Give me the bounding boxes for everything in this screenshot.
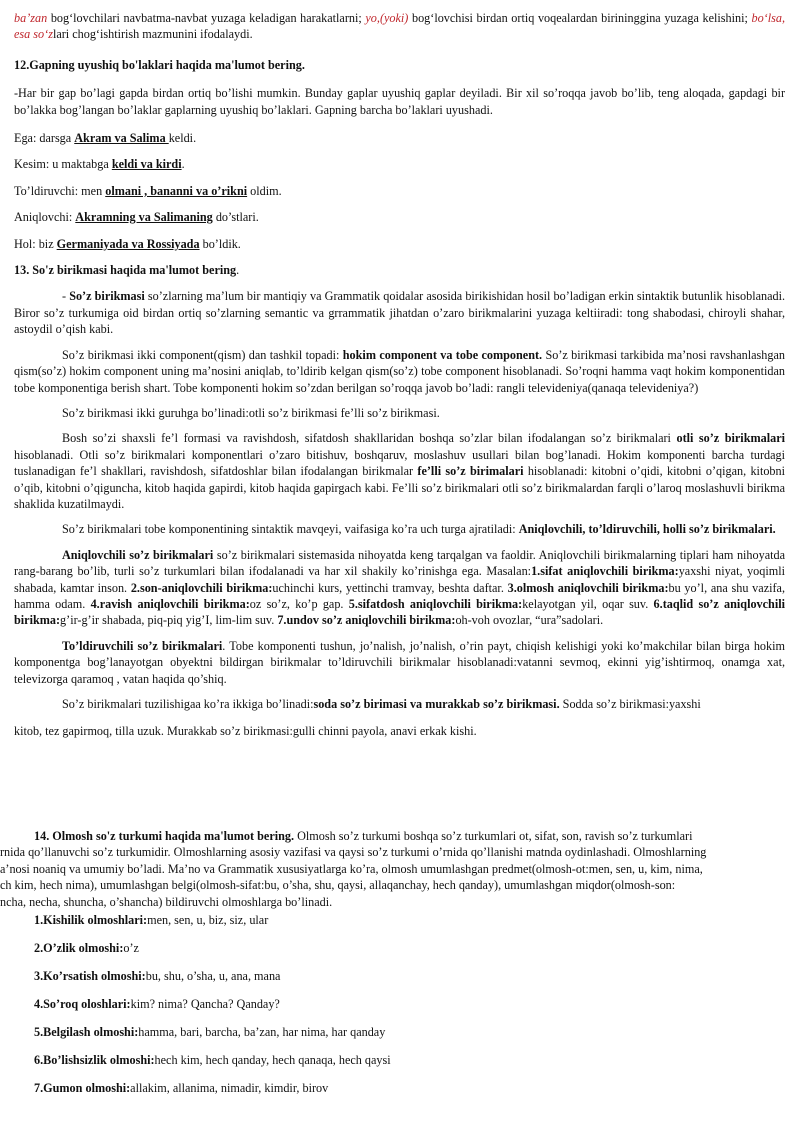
example-aniqlovchi: Aniqlovchi: Akramning va Salimaning do’stlari. — [14, 210, 259, 225]
section-14-line-5: ncha, necha, shuncha, o’shancha) bildiruvchi olmoshlarga bo’linadi. — [0, 894, 333, 909]
list-item: 2.O’zlik olmoshi:o’z — [34, 941, 139, 955]
intro-paragraph: ba’zan bog‘lovchilari navbatma-navbat yuzaga keladigan harakatlarni; yo,(yoki) bog‘lovchisi birdan ortiq voqealardan birininggina yuzaga kelishini; bo‘lsa, esa so‘zlari chog‘ishtirish mazmunini ifodalaydi. — [14, 11, 785, 42]
example-hol: Hol: biz Germaniyada va Rossiyada bo’ldik. — [14, 236, 241, 251]
section-13-paragraph-1: - So’z birikmasi so’zlarning ma’lum bir mantiqiy va Grammatik qoidalar asosida birikishidan hosil bo’ladigan erkin sintaktik butunlik hisoblanadi. Biror so’z turkumiga oid birdan ortiq so’zlarning semantic va grrammatik jihatdan o’zaro birikmalarini yuzaga keltiiradi: tong shabodasi, chiroyli shahar, astoydil o’qish kabi. — [14, 289, 786, 337]
list-item: 6.Bo’lishsizlik olmoshi:hech kim, hech qanday, hech qanaqa, hech qaysi — [34, 1053, 391, 1067]
section-13-paragraph-6: Aniqlovchili so’z birikmalari so’z birikmalari sistemasida nihoyatda keng tarqalgan va faoldir. Aniqlovchili birikmalarning tiplari ham nihoyatda rang-barang bo’lib, turli so’z turkumlari bilan ifodalanadi va har xil shakily ko’rinishga ega. Masalan:1.sifat aniqlovchili birikma:yaxshi niyat, yoqimli shabada, kamtar inson. 2.son-aniqlovchili birikma:uchinchi kurs, yettinchi tramvay, beshta daftar. 3.olmosh aniqlovchili birikma:bu yo’l, ana shu vazifa, hamma odam. 4.ravish aniqlovchili birikma:oz so’z, ko’p gap. 5.sifatdosh aniqlovchili birikma:kelayotgan yil, oqar suv. 6.taqlid so’z aniqlovchili birikma:g’ir-g’ir shabada, piq-piq yig’I, lim-lim suv. 7.undov so’z aniqlovchili birikma:oh-voh ovozlar, “ura”sadolari. — [14, 547, 786, 628]
section-13-paragraph-7: To’ldiruvchili so’z birikmalari. Tobe komponenti tushun, jo’nalish, jo’nalish, o’rin payt, chiqish kelishigi yoki ko’makchilar bilan birga hokim komponentga bog’lanayotgan obyektni bildirgan birikmalar to’ldiruvchili birikmalar hisoblanadi:vatanni sevmoq, ekinni yig’ishtirmoq, onamga xat, televizorga qaramoq , vatan haqida qo’shiq. — [14, 638, 785, 686]
section-12-heading: 12.Gapning uyushiq bo'laklari haqida ma'lumot bering. — [14, 57, 305, 72]
section-14-line-2: rnida qo’llanuvchi so’z turkumidir. Olmoshlarning asosiy vazifasi va qaysi so’z turkumi o’rnida qo’llanishi matnda oydinlashadi. Olmoshlarning — [0, 845, 707, 860]
conjunction-bolsa: bo‘lsa, esa so‘z — [14, 11, 785, 42]
example-ega: Ega: darsga Akram va Salima keldi. — [14, 131, 197, 146]
section-13-paragraph-3: So’z birikmasi ikki guruhga bo’linadi:otli so’z birikmasi fe’lli so’z birikmasi. — [62, 405, 440, 420]
list-item: 4.So’roq oloshlari:kim? nima? Qancha? Qanday? — [34, 997, 280, 1011]
section-14-heading: 14. Olmosh so'z turkumi haqida ma'lumot bering. — [34, 829, 295, 843]
list-item: 3.Ko’rsatish olmoshi:bu, shu, o’sha, u, ana, mana — [34, 969, 281, 983]
section-14-line-3: a’nosi noaniq va umumiy bo’ladi. Ma’no va Grammatik xususiyatlarga ko’ra, olmosh umumlashgan predmet(olmosh-ot:men, sen, u, kim, nima, — [0, 861, 703, 876]
section-13-paragraph-4: Bosh so’zi shaxsli fe’l formasi va ravishdosh, sifatdosh shakllaridan boshqa so’zlar bilan ifodalangan so’z birikmalari otli so’z birikmalari hisoblanadi. Otli so’z birikmalari komponentlari o’zaro bitishuv, boshqaruv, moslashuv usullari bilan bog’lanadi. Hokim komponenti barcha turdagi tuslanadigan fe’l shakllari, ravishdosh, sifatdoshlar bilan ifodalangan birikmalar fe’lli so’z birimalari hisoblanadi: kitobni o’qidi, kitobni o’qigan, kitobni o’qib, kitobni o’qiguncha, kitob haqida gapirdi, kitob haqida gapirgach kabi. Fe’lli so’z birikmalari otli so’z birikmalardan farqli o’laroq moslashuvli birikma shaklida kuzatilmaydi. — [14, 431, 785, 511]
example-toldiruvchi: To’ldiruvchi: men olmani , bananni va o’rikni oldim. — [14, 183, 282, 198]
section-14 — [0, 828, 785, 910]
section-14-line-1: 14. Olmosh so'z turkumi haqida ma'lumot bering. Olmosh so’z turkumi boshqa so’z turkumlari ot, sifat, son, ravish so’z turkumlari — [34, 829, 693, 843]
list-item: 7.Gumon olmoshi:allakim, allanima, nimadir, kimdir, birov — [34, 1081, 329, 1095]
section-12-paragraph: -Har bir gap bo’lagi gapda birdan ortiq bo’lishi mumkin. Bunday gaplar uyushiq gaplar deyiladi. Bir xil so’roqqa javob bo’lib, teng aloqada, gapdagi bir bo’lakka bog’langan bo’laklar gaplarning uyushiq bo’laklari. Gapning barcha bo’laklari uyushadi. — [14, 86, 785, 117]
list-item: 5.Belgilash olmoshi:hamma, bari, barcha, ba’zan, har nima, har qanday — [34, 1025, 386, 1039]
section-13-paragraph-2: So’z birikmasi ikki component(qism) dan tashkil topadi: hokim component va tobe component. So’z birikmasi tarkibida ma’nosi ravshanlashgan qism(so’z) hokim component uning ma’nosini aniqlab, to’ldirib kelgan qism(so’z) tobe component hisoblanadi. So’roqni hamma vaqt hokim komponentidan tobe komponentiga berish shart. Tobe komponenti hokim so’zdan berilgan so’roqqa javob bo’ladi: rangli televideniya(qanaqa televideniya?) — [14, 347, 785, 395]
document-page — [0, 10, 786, 1095]
section-14-line-4: ch kim, hech nima), umumlashgan belgi(olmosh-sifat:bu, o’sha, shu, qaysi, allaqanchay, hech qanday), umumlashgan miqdor(olmosh-son: — [0, 878, 676, 893]
conjunction-yo: yo,(yoki) — [365, 11, 409, 25]
section-13-paragraph-5: So’z birikmalari tobe komponentining sintaktik mavqeyi, vaifasiga ko’ra uch turga ajratiladi: Aniqlovchili, to’ldiruvchili, holli so’z birikmalari. — [62, 522, 776, 537]
section-13-paragraph-8: So’z birikmalari tuzilishigaa ko’ra ikkiga bo’linadi:soda so’z birimasi va murakkab so’z birikmasi. Sodda so’z birikmasi:yaxshi — [62, 697, 701, 711]
section-13-paragraph-9: kitob, tez gapirmoq, tilla uzuk. Murakkab so’z birikmasi:gulli chinni payola, anavi erkak kishi. — [14, 724, 477, 739]
section-13-heading: 13. So'z birikmasi haqida ma'lumot bering. — [14, 263, 240, 278]
conjunction-bazan: ba’zan — [14, 11, 48, 25]
example-kesim: Kesim: u maktabga keldi va kirdi. — [14, 157, 185, 172]
list-item: 1.Kishilik olmoshlari:men, sen, u, biz, siz, ular — [34, 913, 269, 927]
